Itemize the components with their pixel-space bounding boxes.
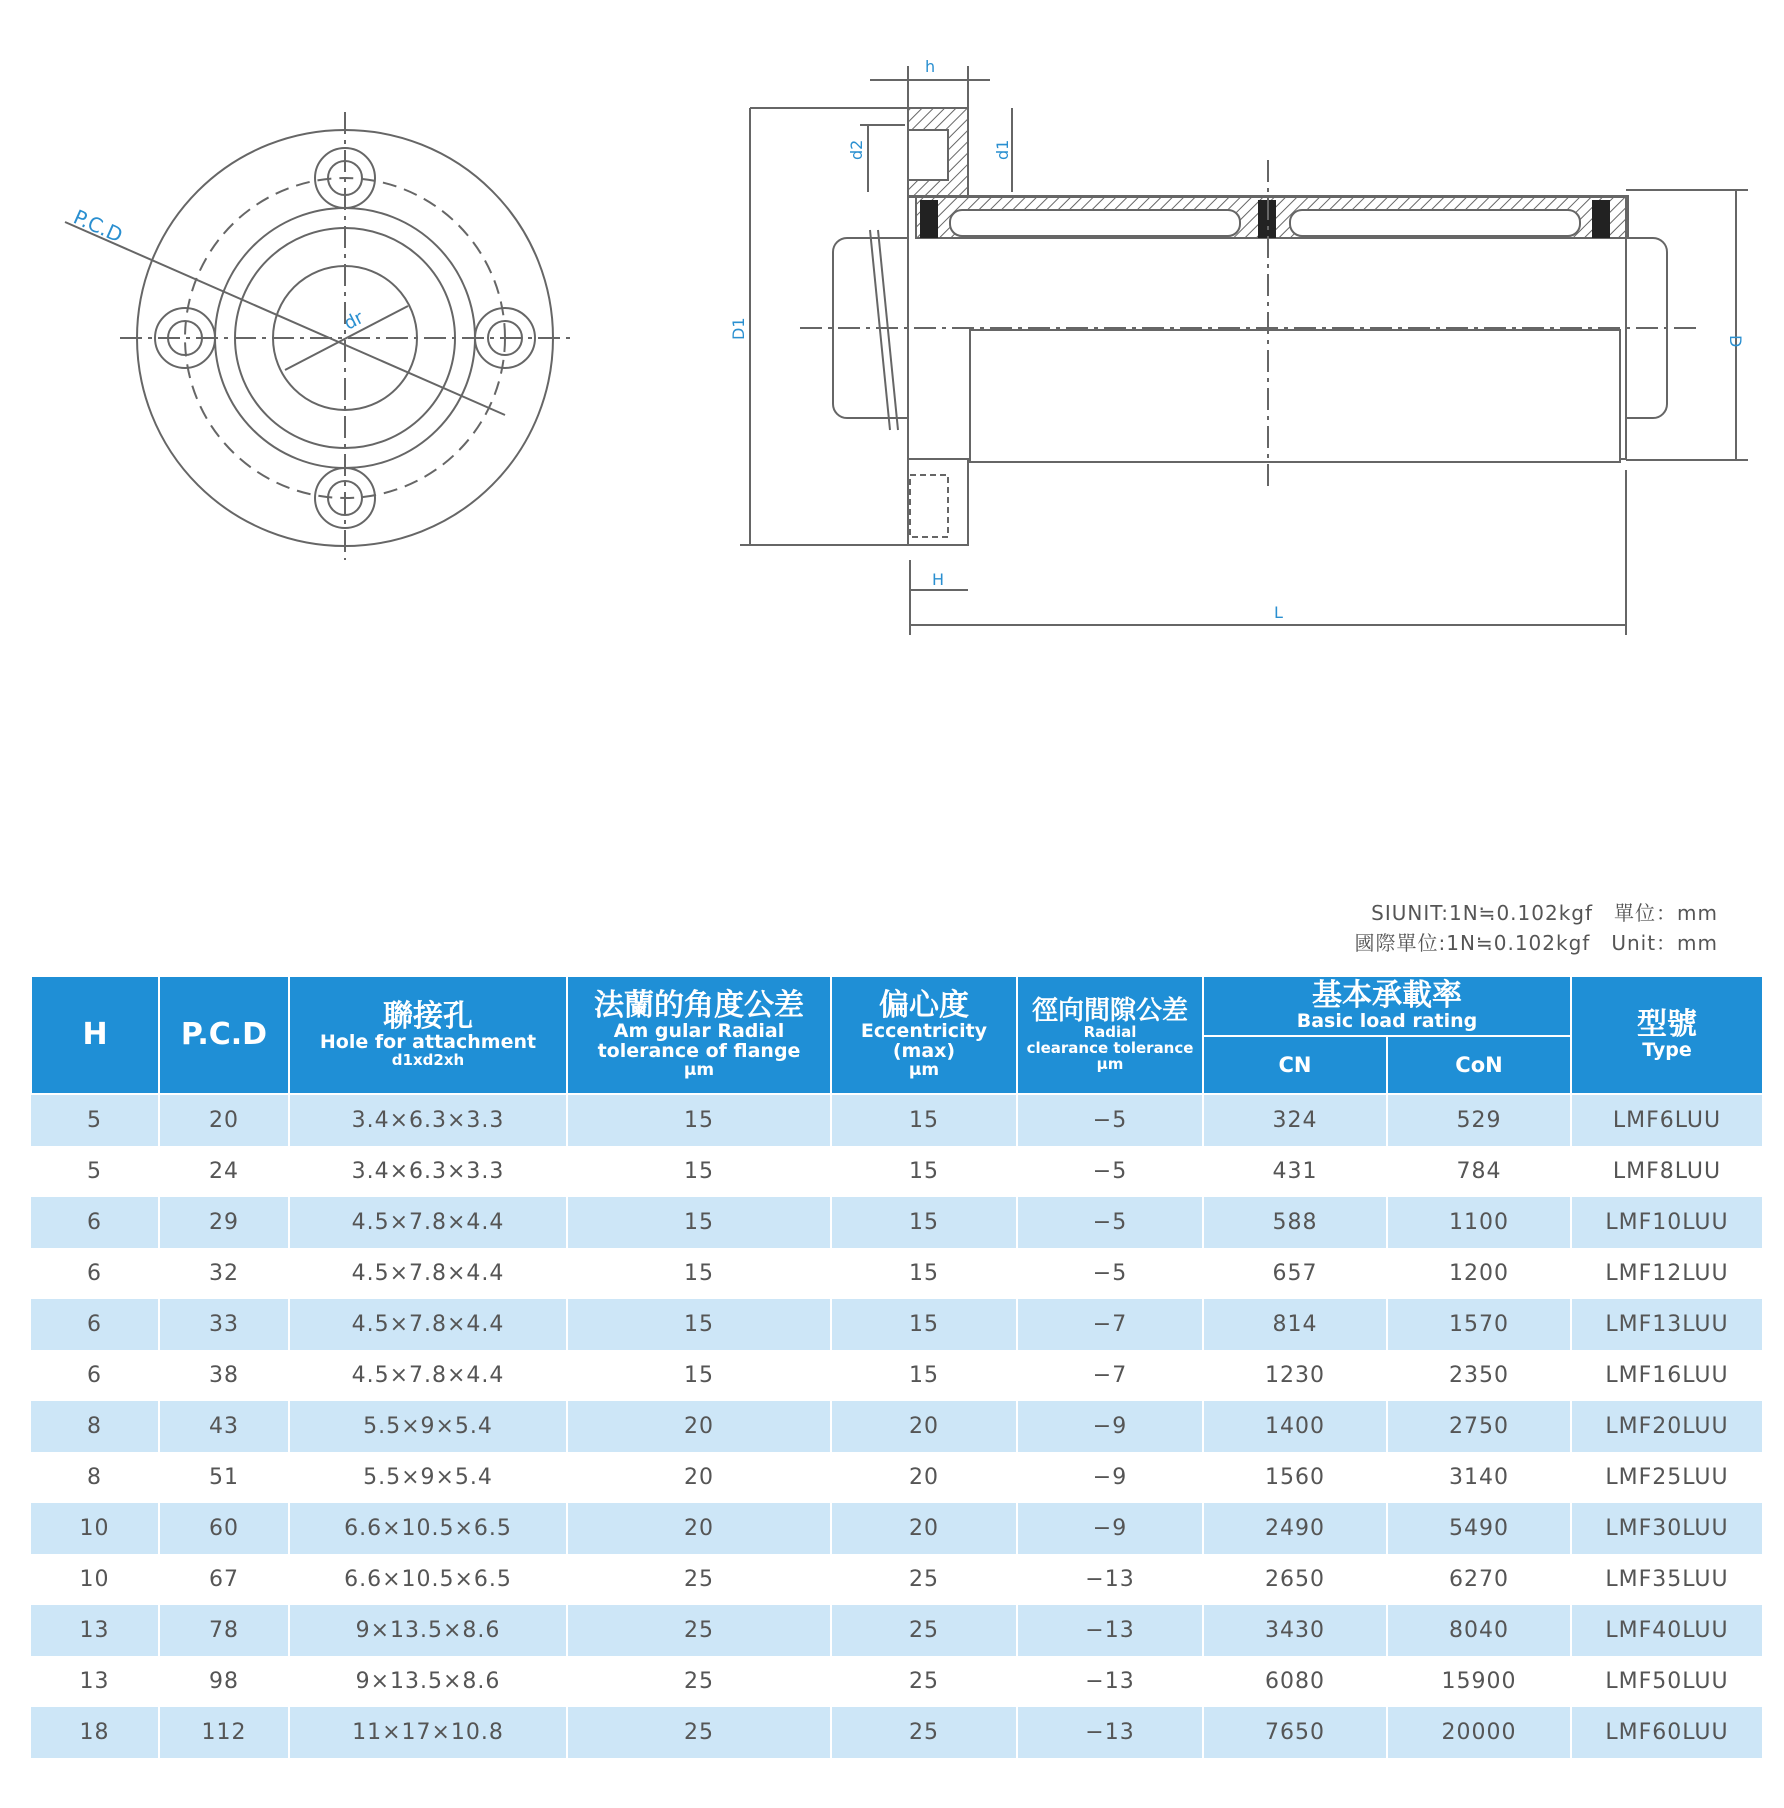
header-pcd: P.C.D xyxy=(159,976,289,1094)
header-load-cn: 基本承載率 xyxy=(1312,978,1462,1014)
cell-h: 5 xyxy=(31,1094,159,1146)
cell-eccentricity: 25 xyxy=(831,1554,1017,1605)
header-angular-en2: tolerance of flange xyxy=(597,1039,801,1062)
cell-cn: 2650 xyxy=(1203,1554,1387,1605)
header-h: H xyxy=(31,976,159,1094)
cell-cn: 324 xyxy=(1203,1094,1387,1146)
units-line-1: SIUNIT:1N≒0.102kgf 單位：mm xyxy=(1371,901,1718,925)
cell-radial: −13 xyxy=(1017,1554,1203,1605)
cell-type: LMF10LUU xyxy=(1571,1197,1763,1248)
table-row xyxy=(31,1707,1763,1758)
table-row xyxy=(31,1401,1763,1452)
cell-eccentricity: 15 xyxy=(831,1197,1017,1248)
cell-type: LMF60LUU xyxy=(1571,1707,1763,1758)
label-L: L xyxy=(1274,603,1283,622)
cell-angular: 15 xyxy=(567,1146,831,1197)
cell-hole: 5.5×9×5.4 xyxy=(289,1452,567,1503)
cell-radial: −7 xyxy=(1017,1299,1203,1350)
cell-angular: 15 xyxy=(567,1094,831,1146)
table-row xyxy=(31,1299,1763,1350)
header-angular xyxy=(567,976,831,1094)
cell-pcd: 98 xyxy=(159,1656,289,1707)
header-ecc-en1: Eccentricity xyxy=(860,1019,988,1042)
cell-type: LMF35LUU xyxy=(1571,1554,1763,1605)
table-row xyxy=(31,1350,1763,1401)
cell-radial: −5 xyxy=(1017,1146,1203,1197)
cell-h: 6 xyxy=(31,1197,159,1248)
cell-angular: 15 xyxy=(567,1248,831,1299)
header-hole-cn: 聯接孔 xyxy=(383,999,473,1035)
cell-pcd: 33 xyxy=(159,1299,289,1350)
cell-con: 6270 xyxy=(1387,1554,1571,1605)
cell-pcd: 20 xyxy=(159,1094,289,1146)
cell-hole: 9×13.5×8.6 xyxy=(289,1605,567,1656)
label-dr: dr xyxy=(340,307,368,335)
table-row xyxy=(31,1248,1763,1299)
table-row xyxy=(31,1554,1763,1605)
cell-pcd: 78 xyxy=(159,1605,289,1656)
cell-hole: 4.5×7.8×4.4 xyxy=(289,1248,567,1299)
header-type xyxy=(1571,976,1763,1094)
cell-pcd: 60 xyxy=(159,1503,289,1554)
cell-pcd: 112 xyxy=(159,1707,289,1758)
header-radial-en2: clearance tolerance xyxy=(1026,1038,1194,1057)
header-ecc-unit: μm xyxy=(908,1059,940,1080)
cell-hole: 4.5×7.8×4.4 xyxy=(289,1299,567,1350)
label-h-top: h xyxy=(925,57,936,76)
flange-front-view xyxy=(65,112,570,560)
label-d1: d1 xyxy=(993,139,1012,160)
spec-table xyxy=(30,975,1764,1758)
header-type-en: Type xyxy=(1642,1038,1692,1061)
header-load-rating xyxy=(1203,976,1571,1036)
cell-h: 8 xyxy=(31,1401,159,1452)
cell-cn: 657 xyxy=(1203,1248,1387,1299)
cell-radial: −9 xyxy=(1017,1452,1203,1503)
cell-type: LMF20LUU xyxy=(1571,1401,1763,1452)
cell-h: 6 xyxy=(31,1299,159,1350)
cell-eccentricity: 15 xyxy=(831,1146,1017,1197)
cell-hole: 3.4×6.3×3.3 xyxy=(289,1094,567,1146)
header-type-cn: 型號 xyxy=(1637,1007,1697,1043)
label-D1: D1 xyxy=(729,317,748,340)
cell-con: 784 xyxy=(1387,1146,1571,1197)
header-hole xyxy=(289,976,567,1094)
cell-h: 13 xyxy=(31,1605,159,1656)
cell-eccentricity: 20 xyxy=(831,1503,1017,1554)
header-radial-cn: 徑向間隙公差 xyxy=(1031,995,1188,1026)
label-d2: d2 xyxy=(847,139,866,160)
cell-angular: 25 xyxy=(567,1656,831,1707)
cell-h: 8 xyxy=(31,1452,159,1503)
cell-angular: 15 xyxy=(567,1299,831,1350)
cell-con: 1570 xyxy=(1387,1299,1571,1350)
cell-cn: 3430 xyxy=(1203,1605,1387,1656)
cell-type: LMF50LUU xyxy=(1571,1656,1763,1707)
cell-eccentricity: 25 xyxy=(831,1707,1017,1758)
cell-type: LMF30LUU xyxy=(1571,1503,1763,1554)
cell-angular: 20 xyxy=(567,1401,831,1452)
cell-con: 529 xyxy=(1387,1094,1571,1146)
cell-cn: 1400 xyxy=(1203,1401,1387,1452)
table-row xyxy=(31,1656,1763,1707)
cell-h: 5 xyxy=(31,1146,159,1197)
cell-con: 1100 xyxy=(1387,1197,1571,1248)
cell-eccentricity: 15 xyxy=(831,1350,1017,1401)
cell-type: LMF6LUU xyxy=(1571,1094,1763,1146)
cell-hole: 6.6×10.5×6.5 xyxy=(289,1554,567,1605)
header-cn: CN xyxy=(1203,1036,1387,1094)
cell-pcd: 67 xyxy=(159,1554,289,1605)
cell-cn: 6080 xyxy=(1203,1656,1387,1707)
label-D: D xyxy=(1726,335,1745,348)
cell-eccentricity: 15 xyxy=(831,1094,1017,1146)
header-hole-sub: d1xd2xh xyxy=(391,1050,465,1069)
cell-type: LMF12LUU xyxy=(1571,1248,1763,1299)
cell-angular: 25 xyxy=(567,1605,831,1656)
cell-type: LMF40LUU xyxy=(1571,1605,1763,1656)
cell-radial: −13 xyxy=(1017,1605,1203,1656)
header-eccentricity xyxy=(831,976,1017,1094)
cell-hole: 4.5×7.8×4.4 xyxy=(289,1350,567,1401)
cell-angular: 15 xyxy=(567,1350,831,1401)
cell-hole: 5.5×9×5.4 xyxy=(289,1401,567,1452)
cell-h: 6 xyxy=(31,1248,159,1299)
cell-type: LMF8LUU xyxy=(1571,1146,1763,1197)
header-radial-en1: Radial xyxy=(1083,1023,1137,1042)
table-row xyxy=(31,1197,1763,1248)
cell-pcd: 29 xyxy=(159,1197,289,1248)
label-H: H xyxy=(932,570,945,589)
header-ecc-en2: (max) xyxy=(892,1039,956,1062)
cell-hole: 3.4×6.3×3.3 xyxy=(289,1146,567,1197)
cell-cn: 1560 xyxy=(1203,1452,1387,1503)
cell-radial: −9 xyxy=(1017,1503,1203,1554)
cell-type: LMF25LUU xyxy=(1571,1452,1763,1503)
cell-type: LMF16LUU xyxy=(1571,1350,1763,1401)
table-row xyxy=(31,1146,1763,1197)
cell-eccentricity: 15 xyxy=(831,1248,1017,1299)
header-radial xyxy=(1017,976,1203,1094)
cell-angular: 20 xyxy=(567,1503,831,1554)
cell-h: 13 xyxy=(31,1656,159,1707)
units-note xyxy=(1355,898,1718,958)
cell-h: 6 xyxy=(31,1350,159,1401)
cell-type: LMF13LUU xyxy=(1571,1299,1763,1350)
cell-cn: 814 xyxy=(1203,1299,1387,1350)
cell-con: 3140 xyxy=(1387,1452,1571,1503)
cell-radial: −13 xyxy=(1017,1707,1203,1758)
cell-pcd: 43 xyxy=(159,1401,289,1452)
table-row xyxy=(31,1452,1763,1503)
label-pcd: P.C.D xyxy=(69,204,127,248)
header-hole-en: Hole for attachment xyxy=(319,1030,537,1053)
cell-con: 15900 xyxy=(1387,1656,1571,1707)
cell-con: 2750 xyxy=(1387,1401,1571,1452)
cell-radial: −5 xyxy=(1017,1094,1203,1146)
cell-eccentricity: 20 xyxy=(831,1401,1017,1452)
cell-cn: 2490 xyxy=(1203,1503,1387,1554)
cell-pcd: 38 xyxy=(159,1350,289,1401)
units-line-2: 國際單位:1N≒0.102kgf Unit：mm xyxy=(1354,931,1718,955)
spec-table-body xyxy=(31,1094,1763,1758)
cell-eccentricity: 25 xyxy=(831,1656,1017,1707)
cell-h: 10 xyxy=(31,1503,159,1554)
cell-con: 5490 xyxy=(1387,1503,1571,1554)
cell-con: 20000 xyxy=(1387,1707,1571,1758)
cell-angular: 20 xyxy=(567,1452,831,1503)
cell-cn: 1230 xyxy=(1203,1350,1387,1401)
cell-eccentricity: 25 xyxy=(831,1605,1017,1656)
cell-angular: 15 xyxy=(567,1197,831,1248)
cell-hole: 6.6×10.5×6.5 xyxy=(289,1503,567,1554)
cell-radial: −13 xyxy=(1017,1656,1203,1707)
cell-cn: 588 xyxy=(1203,1197,1387,1248)
cell-radial: −9 xyxy=(1017,1401,1203,1452)
header-ecc-cn: 偏心度 xyxy=(879,988,969,1024)
cell-hole: 11×17×10.8 xyxy=(289,1707,567,1758)
cell-cn: 431 xyxy=(1203,1146,1387,1197)
cell-radial: −7 xyxy=(1017,1350,1203,1401)
header-angular-en1: Am gular Radial xyxy=(613,1019,785,1042)
cell-pcd: 24 xyxy=(159,1146,289,1197)
cell-pcd: 32 xyxy=(159,1248,289,1299)
header-con: CoN xyxy=(1387,1036,1571,1094)
header-angular-cn: 法蘭的角度公差 xyxy=(594,988,804,1024)
cell-con: 2350 xyxy=(1387,1350,1571,1401)
cell-pcd: 51 xyxy=(159,1452,289,1503)
technical-drawing xyxy=(0,0,1784,700)
table-row xyxy=(31,1094,1763,1146)
cell-hole: 4.5×7.8×4.4 xyxy=(289,1197,567,1248)
cell-angular: 25 xyxy=(567,1554,831,1605)
cell-h: 18 xyxy=(31,1707,159,1758)
cell-con: 8040 xyxy=(1387,1605,1571,1656)
table-row xyxy=(31,1605,1763,1656)
cell-eccentricity: 15 xyxy=(831,1299,1017,1350)
header-load-en: Basic load rating xyxy=(1296,1009,1478,1032)
header-angular-unit: μm xyxy=(683,1059,715,1080)
bearing-side-view xyxy=(740,66,1748,635)
cell-hole: 9×13.5×8.6 xyxy=(289,1656,567,1707)
table-row xyxy=(31,1503,1763,1554)
cell-radial: −5 xyxy=(1017,1197,1203,1248)
cell-eccentricity: 20 xyxy=(831,1452,1017,1503)
cell-h: 10 xyxy=(31,1554,159,1605)
cell-con: 1200 xyxy=(1387,1248,1571,1299)
cell-cn: 7650 xyxy=(1203,1707,1387,1758)
header-radial-unit: μm xyxy=(1096,1054,1124,1073)
cell-angular: 25 xyxy=(567,1707,831,1758)
cell-radial: −5 xyxy=(1017,1248,1203,1299)
